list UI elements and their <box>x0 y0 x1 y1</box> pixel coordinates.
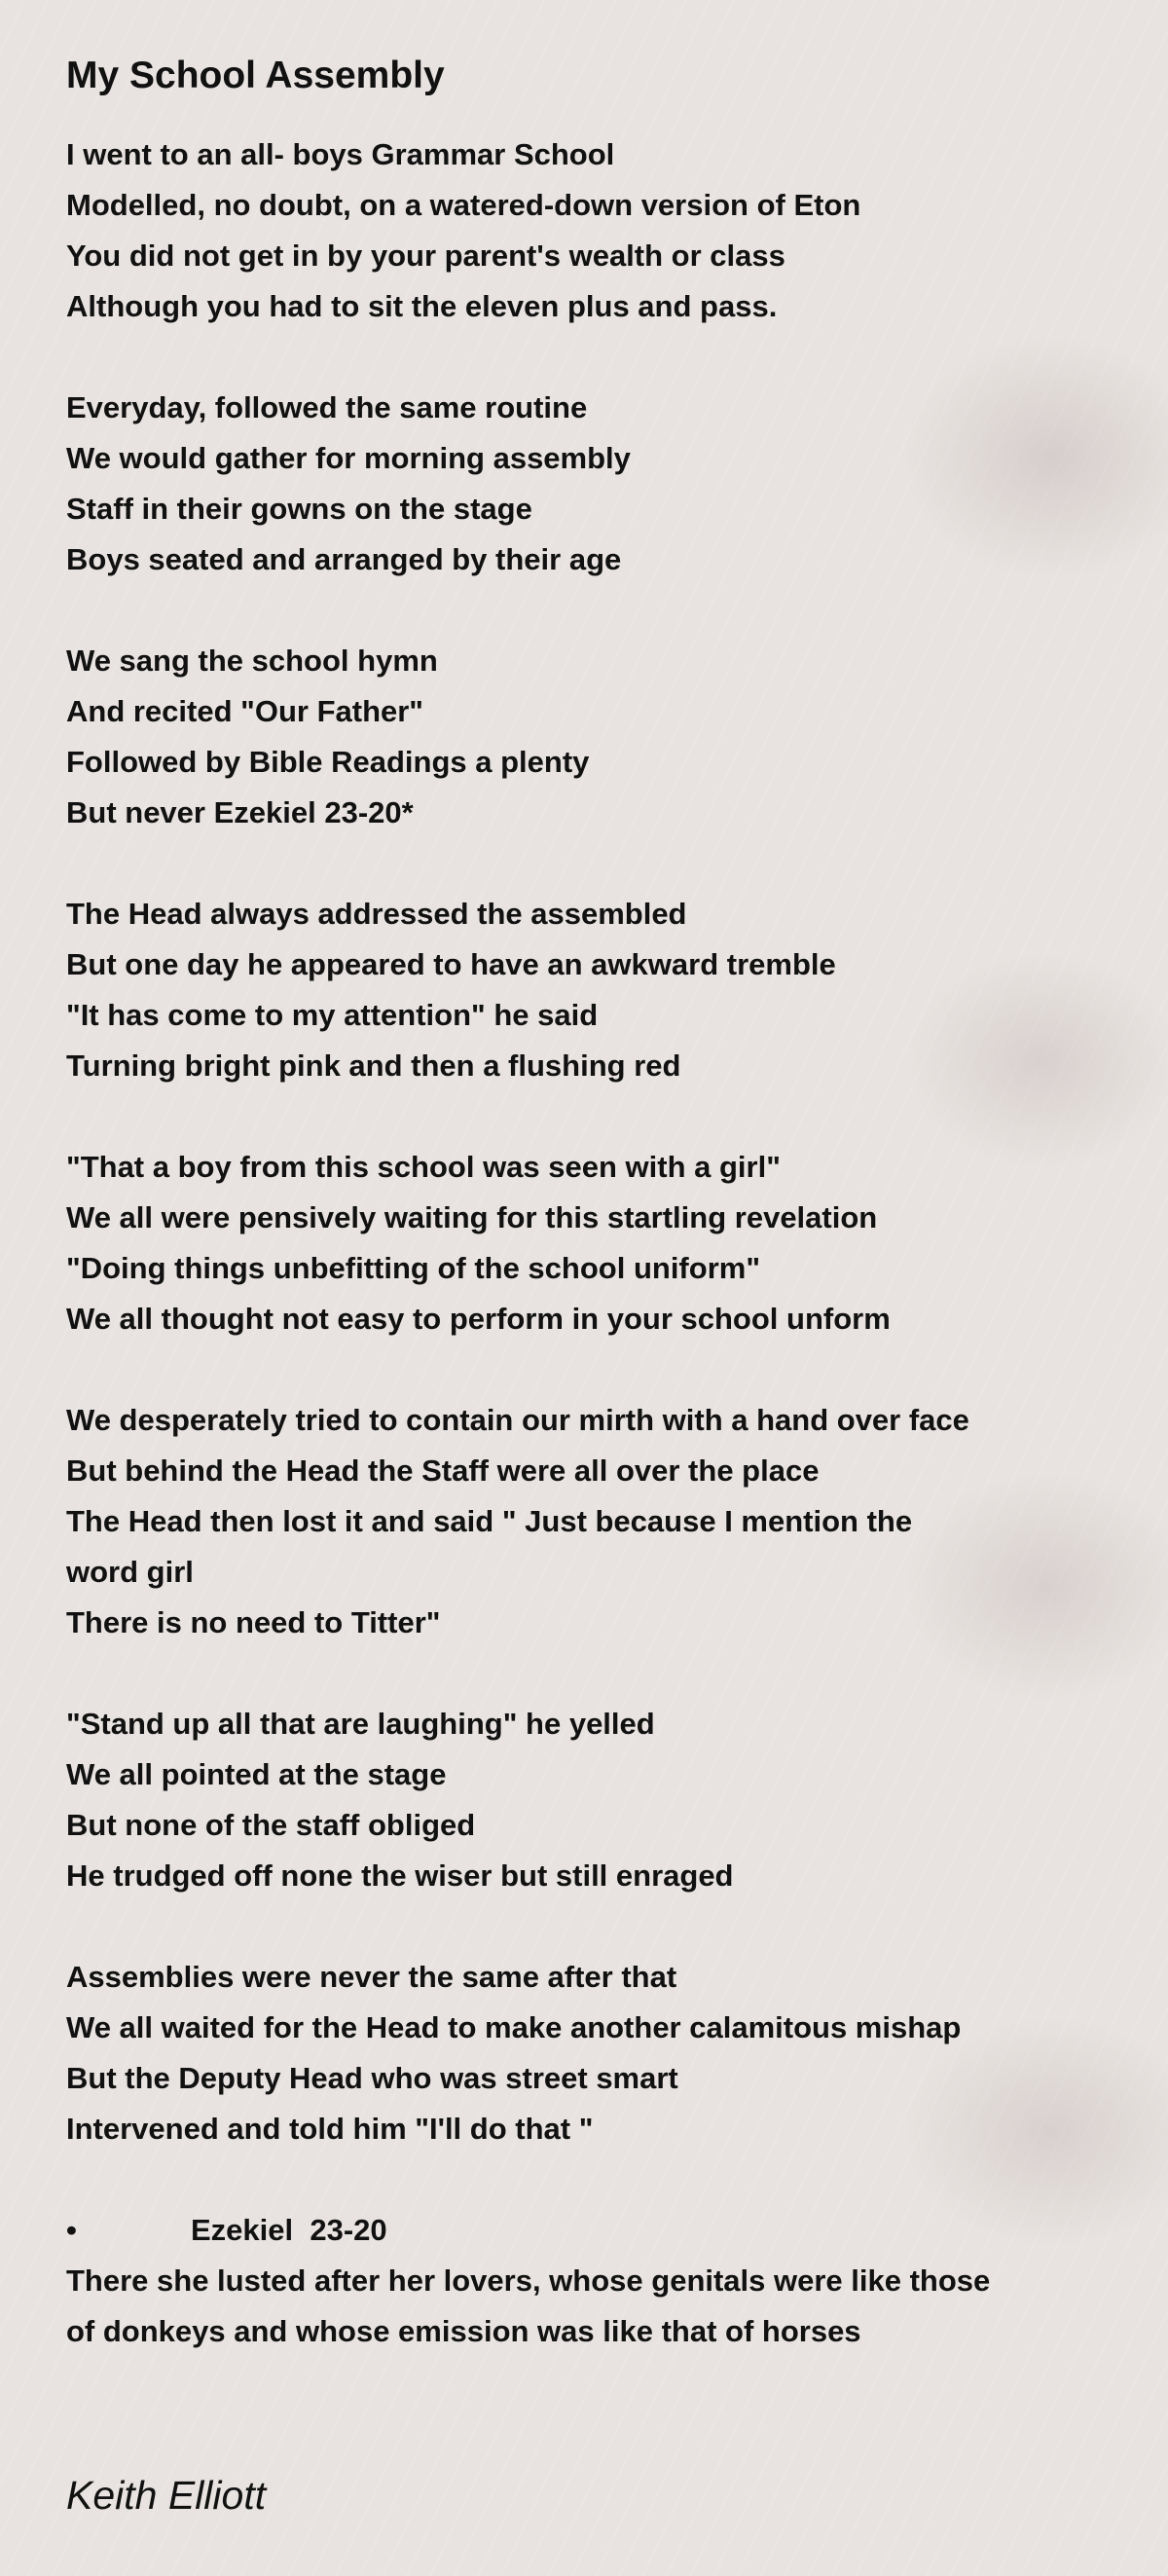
poem-line: Staff in their gowns on the stage <box>66 492 532 526</box>
poem-line: I went to an all- boys Grammar School <box>66 137 615 171</box>
author-name: Keith Elliott <box>66 2473 267 2518</box>
poem-line: We all pointed at the stage <box>66 1757 447 1791</box>
stanza <box>66 1952 1117 2154</box>
footnote <box>66 2205 1117 2357</box>
poem-title: My School Assembly <box>66 55 445 96</box>
poem-line: Assemblies were never the same after that <box>66 1960 677 1994</box>
poem-line: We all thought not easy to perform in your school unform <box>66 1302 891 1336</box>
stanza <box>66 1395 1117 1648</box>
footnote-line: There she lusted after her lovers, whose genitals were like those <box>66 2263 991 2298</box>
poem-line: But behind the Head the Staff were all over the place <box>66 1454 820 1488</box>
poem-line: The Head then lost it and said " Just because I mention the <box>66 1504 913 1538</box>
poem-line: You did not get in by your parent's wealth or class <box>66 239 785 273</box>
poem-line: Intervened and told him "I'll do that " <box>66 2112 594 2146</box>
stanza <box>66 1142 1117 1344</box>
poem-line: But the Deputy Head who was street smart <box>66 2061 678 2095</box>
poem-line: We all waited for the Head to make another calamitous mishap <box>66 2010 962 2044</box>
poem-line: Although you had to sit the eleven plus and pass. <box>66 289 778 323</box>
poem-line: "Stand up all that are laughing" he yelled <box>66 1707 655 1741</box>
stanza <box>66 636 1117 838</box>
poem-line: Turning bright pink and then a flushing red <box>66 1049 681 1083</box>
poem-line: "That a boy from this school was seen with a girl" <box>66 1150 781 1184</box>
poem-line: We all were pensively waiting for this startling revelation <box>66 1200 878 1234</box>
poem-line: But none of the staff obliged <box>66 1808 476 1842</box>
footnote-heading <box>66 2205 1117 2256</box>
stanza <box>66 129 1117 332</box>
poem-line: Boys seated and arranged by their age <box>66 542 622 576</box>
poem-line: We sang the school hymn <box>66 644 438 678</box>
stanza <box>66 889 1117 1091</box>
poem-line: We desperately tried to contain our mirth with a hand over face <box>66 1403 969 1437</box>
poem-line: Everyday, followed the same routine <box>66 390 588 424</box>
stanza <box>66 1699 1117 1901</box>
footnote-line: of donkeys and whose emission was like that of horses <box>66 2314 861 2348</box>
poem-line: The Head always addressed the assembled <box>66 897 687 931</box>
bullet-icon: • <box>66 2213 77 2247</box>
poem-line: Followed by Bible Readings a plenty <box>66 745 590 779</box>
poem-line: He trudged off none the wiser but still enraged <box>66 1858 734 1893</box>
footnote-reference: Ezekiel 23-20 <box>191 2213 387 2247</box>
poem-line: But one day he appeared to have an awkward tremble <box>66 947 836 981</box>
poem-body <box>66 129 1117 2357</box>
poem-line: word girl <box>66 1555 194 1589</box>
poem-line: But never Ezekiel 23-20* <box>66 795 414 829</box>
poem-line: There is no need to Titter" <box>66 1605 441 1639</box>
poem-page <box>66 47 1117 2348</box>
stanza <box>66 383 1117 585</box>
poem-line: Modelled, no doubt, on a watered-down version of Eton <box>66 188 861 222</box>
poem-line: We would gather for morning assembly <box>66 441 631 475</box>
poem-line: And recited "Our Father" <box>66 694 424 728</box>
poem-line: "It has come to my attention" he said <box>66 998 599 1032</box>
poem-line: "Doing things unbefitting of the school uniform" <box>66 1251 761 1285</box>
